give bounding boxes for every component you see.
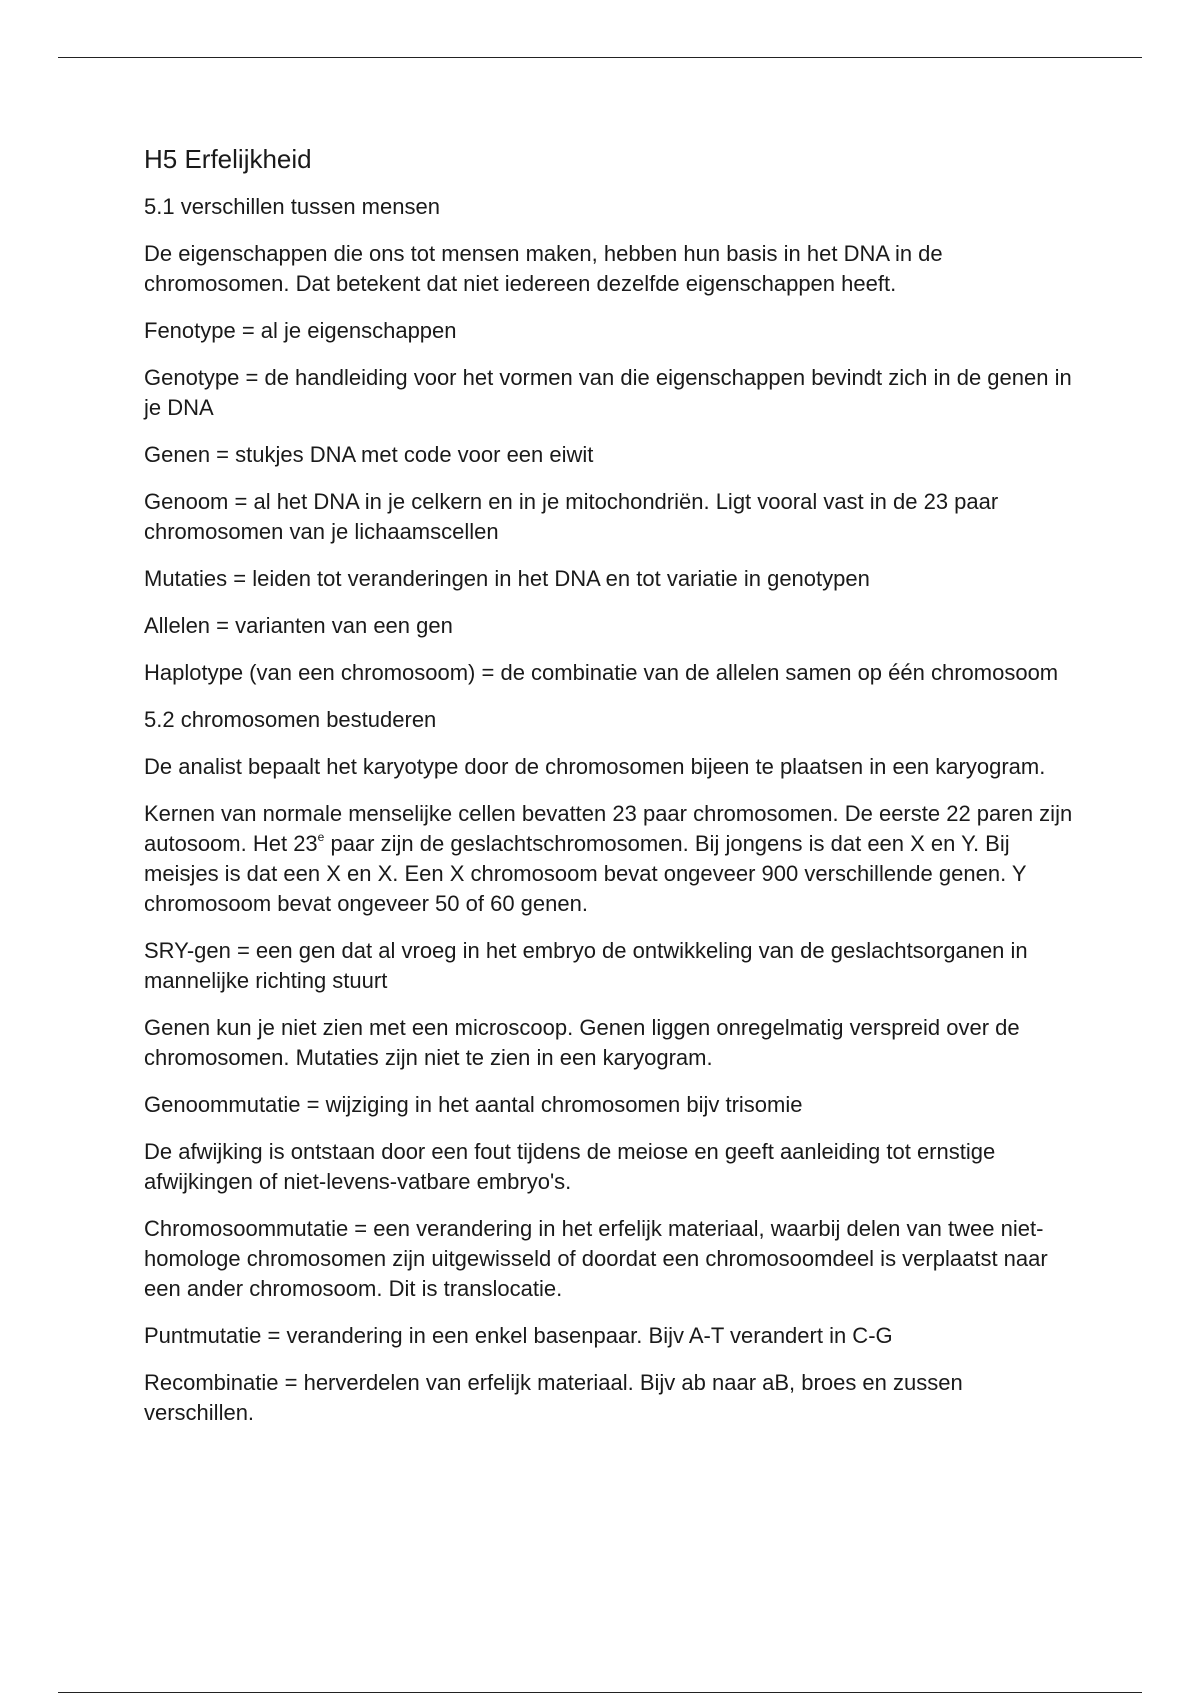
paragraph-chromosoommutatie: Chromosoommutatie = een verandering in het erfelijk materiaal, waarbij delen van twee niet-homologe chromosomen zijn uitgewisseld of doordat een chromosoomdeel is verplaatst naar een ander chromosoom. Dit is translocatie.	[144, 1216, 1048, 1301]
paragraph-afwijking: De afwijking is ontstaan door een fout tijdens de meiose en geeft aanleiding tot ernstige afwijkingen of niet-levens-vatbare embryo's.	[144, 1139, 996, 1194]
paragraph-kernen-part-2: paar zijn de geslachtschromosomen. Bij jongens is dat een X en Y. Bij meisjes is dat een X en X. Een X chromosoom bevat ongeveer 900 verschillende genen. Y chromosoom bevat ongeveer 50 of 60 genen.	[144, 831, 1027, 916]
section-heading-5-1: 5.1 verschillen tussen mensen	[144, 194, 440, 219]
bottom-divider	[58, 1692, 1142, 1693]
section-heading-5-2: 5.2 chromosomen bestuderen	[144, 707, 437, 732]
paragraph-genen: Genen = stukjes DNA met code voor een eiwit	[144, 442, 594, 467]
paragraph-haplotype: Haplotype (van een chromosoom) = de combinatie van de allelen samen op één chromosoom	[144, 660, 1059, 685]
page-title: H5 Erfelijkheid	[144, 144, 312, 174]
paragraph-microscoop: Genen kun je niet zien met een microscoop. Genen liggen onregelmatig verspreid over de chromosomen. Mutaties zijn niet te zien in een karyogram.	[144, 1015, 1020, 1070]
paragraph-recombinatie: Recombinatie = herverdelen van erfelijk materiaal. Bijv ab naar aB, broes en zussen verschillen.	[144, 1370, 963, 1425]
paragraph-intro: De eigenschappen die ons tot mensen maken, hebben hun basis in het DNA in de chromosomen. Dat betekent dat niet iedereen dezelfde eigenschappen heeft.	[144, 241, 943, 296]
paragraph-kernen	[144, 799, 1074, 919]
paragraph-genotype: Genotype = de handleiding voor het vormen van die eigenschappen bevindt zich in de genen in je DNA	[144, 365, 1072, 420]
paragraph-genoommutatie: Genoommutatie = wijziging in het aantal chromosomen bijv trisomie	[144, 1092, 803, 1117]
paragraph-allelen: Allelen = varianten van een gen	[144, 613, 453, 638]
paragraph-karyotype: De analist bepaalt het karyotype door de chromosomen bijeen te plaatsen in een karyogram.	[144, 754, 1046, 779]
paragraph-genoom: Genoom = al het DNA in je celkern en in je mitochondriën. Ligt vooral vast in de 23 paar chromosomen van je lichaamscellen	[144, 489, 999, 544]
paragraph-kernen-part-1: Kernen van normale menselijke cellen bevatten 23 paar chromosomen. De eerste 22 paren zijn autosoom. Het 23	[144, 801, 1073, 856]
top-divider	[58, 57, 1142, 58]
paragraph-fenotype: Fenotype = al je eigenschappen	[144, 318, 457, 343]
paragraph-mutaties: Mutaties = leiden tot veranderingen in het DNA en tot variatie in genotypen	[144, 566, 870, 591]
document-body	[144, 142, 1074, 1445]
superscript-e: e	[317, 829, 325, 844]
paragraph-sry-gen: SRY-gen = een gen dat al vroeg in het embryo de ontwikkeling van de geslachtsorganen in mannelijke richting stuurt	[144, 938, 1028, 993]
paragraph-puntmutatie: Puntmutatie = verandering in een enkel basenpaar. Bijv A-T verandert in C-G	[144, 1323, 893, 1348]
